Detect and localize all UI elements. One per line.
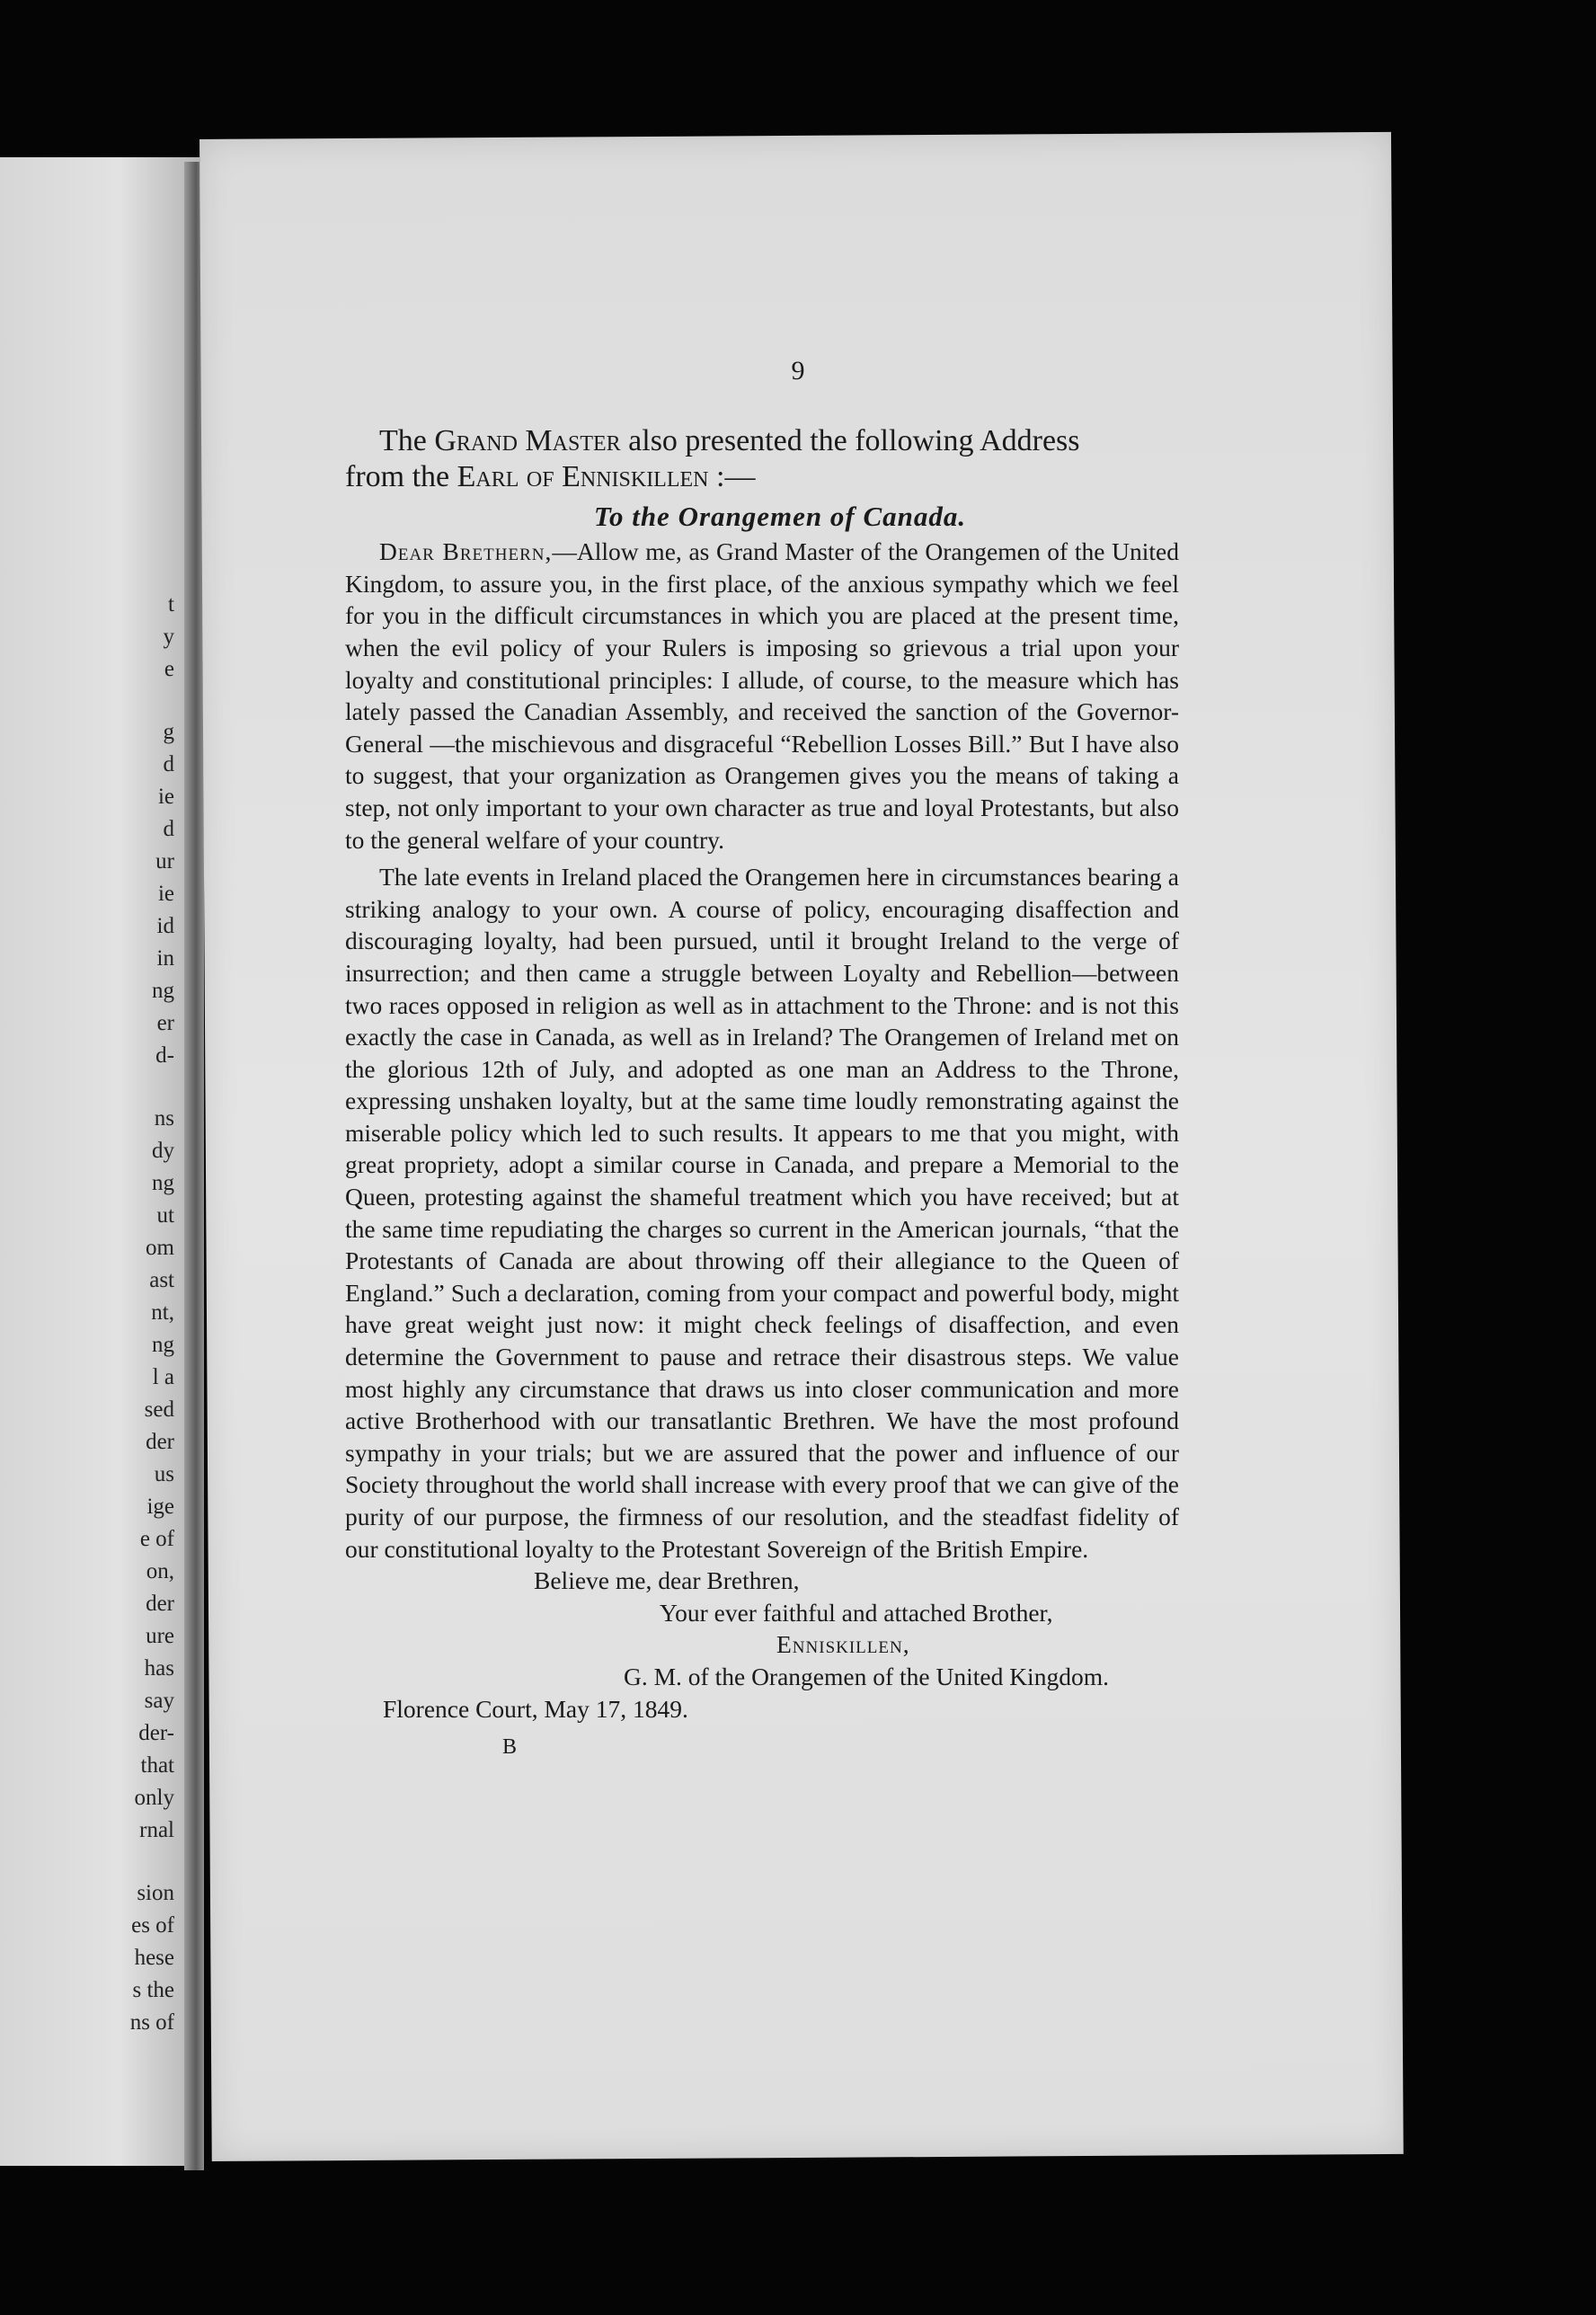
left-page-fragment: only	[134, 1786, 174, 1810]
left-page-fragment: ng	[152, 1171, 174, 1195]
left-page-fragment: that	[140, 1753, 174, 1778]
left-page-fragment	[0, 686, 200, 716]
left-page-fragment: nt,	[151, 1300, 174, 1325]
heading-text: from the	[345, 459, 457, 493]
left-page-fragment: der	[146, 1592, 174, 1616]
salutation: Dear Brethern,	[379, 537, 553, 566]
left-page-fragment: ige	[146, 1495, 174, 1519]
page-text-block	[345, 355, 1179, 1764]
left-page-fragment: d	[163, 817, 174, 841]
left-page-fragment: er	[156, 1011, 174, 1035]
signature-mark: B	[502, 1735, 518, 1760]
left-page-fragment: sed	[144, 1397, 174, 1422]
letter-closing	[345, 1565, 1179, 1764]
left-page-fragment: ng	[152, 979, 174, 1003]
heading-line-1	[345, 423, 1179, 459]
left-page-fragment: in	[156, 946, 174, 971]
left-page-fragment: ure	[146, 1624, 174, 1648]
left-page-fragment: rnal	[139, 1818, 174, 1842]
closing-place-date: Florence Court, May 17, 1849.	[383, 1694, 688, 1723]
left-page-fragment: on,	[146, 1559, 174, 1583]
left-page-fragment: hese	[134, 1946, 174, 1970]
address-subtitle: To the Orangemen of Canada.	[593, 500, 967, 532]
heading-text: also presented the following Address	[620, 423, 1080, 457]
left-page-fragment: e of	[139, 1527, 174, 1551]
paragraph-1	[345, 536, 1179, 856]
left-page-fragment: dy	[152, 1139, 174, 1163]
left-page-text-fragments	[0, 589, 200, 2039]
left-page-fragment: ng	[152, 1333, 174, 1357]
left-page-fragment: id	[156, 914, 174, 938]
paragraph-1-body: —Allow me, as Grand Master of the Orangemen of the United Kingdom, to assure you, in the first place, of the anxious sympathy which we feel for you in the difficult circumstances in which you are placed at the present time, when the evil policy of your Rulers is imposing so grievous a trial upon your loyalty and constitutional principles: I allude, of course, to the measure which has lately passed the Canadian Assembly, and received the sanction of the Governor-General —the mischievous and disgraceful “Rebellion Losses Bill.” But I have also to suggest, that your organization as Orangemen gives you the means of taking a step, not only important to your own character as true and loyal Protestants, but also to the general welfare of your country.	[345, 537, 1179, 854]
left-page-fragment: der	[146, 1430, 174, 1454]
left-page-fragment: ur	[155, 849, 174, 874]
left-page-fragment: g	[163, 720, 174, 744]
heading-text: The	[379, 423, 435, 457]
left-page-fragment: sion	[137, 1881, 174, 1905]
left-page-fragment: ns of	[129, 2010, 174, 2035]
left-page-fragment: us	[154, 1462, 174, 1486]
heading-earl: Earl of Enniskillen	[457, 459, 709, 493]
left-page-fragment: ie	[157, 882, 174, 906]
left-page-fragment: e	[164, 657, 174, 681]
left-page-fragment: t	[168, 592, 174, 616]
left-page-fragment: ie	[157, 785, 174, 809]
left-page-fragment: has	[144, 1656, 174, 1681]
left-page-fragment: d	[163, 752, 174, 776]
address-heading	[345, 423, 1179, 495]
closing-signature: Enniskillen,	[776, 1630, 910, 1659]
heading-grand-master: Grand Master	[434, 423, 621, 457]
heading-line-2	[345, 459, 1179, 495]
left-page-fragment	[0, 1847, 200, 1877]
left-page-fragment: say	[144, 1689, 174, 1713]
left-page-fragment: y	[163, 625, 174, 649]
page-number: 9	[791, 356, 805, 386]
left-page-fragment: der-	[138, 1721, 174, 1745]
left-page-fragment: ast	[149, 1268, 174, 1292]
left-page-fragment: es of	[131, 1913, 174, 1938]
left-page-fragment: d-	[155, 1043, 174, 1068]
left-page-fragment: l a	[152, 1365, 174, 1389]
paragraph-2: The late events in Ireland placed the Orangemen here in circumstances bearing a striking analogy to your own. A course of policy, encouraging disaffection and discouraging loyalty, had been pursued, until it brought Ireland to the verge of insurrection; and then came a struggle between Loyalty and Rebellion—between two races opposed in religion as well as in attachment to the Throne: and is not this exactly the case in Canada, as well as in Ireland? The Orangemen of Ireland met on the glorious 12th of July, and adopted as one man an Address to the Throne, expressing unshaken loyalty, but at the same time loudly remonstrating against the miserable policy which led to such results. It appears to me that you might, with great propriety, adopt a similar course in Canada, and prepare a Memorial to the Queen, protesting against the shameful treatment which you have received; but at the same time repudiating the charges so current in the American journals, “that the Protestants of Canada are about throwing off their allegiance to the Queen of England.” Such a declaration, coming from your compact and powerful body, might have great weight just now: it might check feelings of disaffection, and even determine the Government to pause and retrace their disastrous steps. We value most highly any circumstance that draws us into closer communication and more active Brotherhood with our transatlantic Brethren. We have the most profound sympathy in your trials; but we are assured that the power and influence of our Society throughout the world shall increase with every proof that we can give of the purity of our purpose, the firmness of our resolution, and the steadfast fidelity of our constitutional loyalty to the Protestant Sovereign of the British Empire.	[345, 863, 1179, 1563]
closing-title: G. M. of the Orangemen of the United Kingdom.	[624, 1662, 1109, 1690]
closing-line-1: Believe me, dear Brethren,	[534, 1566, 800, 1595]
left-page	[0, 157, 200, 2166]
left-page-fragment	[0, 1072, 200, 1103]
closing-line-2: Your ever faithful and attached Brother,	[660, 1598, 1053, 1627]
left-page-fragment: om	[146, 1236, 174, 1260]
heading-text: :—	[708, 459, 756, 493]
left-page-fragment: s the	[132, 1978, 174, 2002]
left-page-fragment: ut	[156, 1203, 174, 1228]
left-page-fragment: ns	[154, 1106, 174, 1131]
